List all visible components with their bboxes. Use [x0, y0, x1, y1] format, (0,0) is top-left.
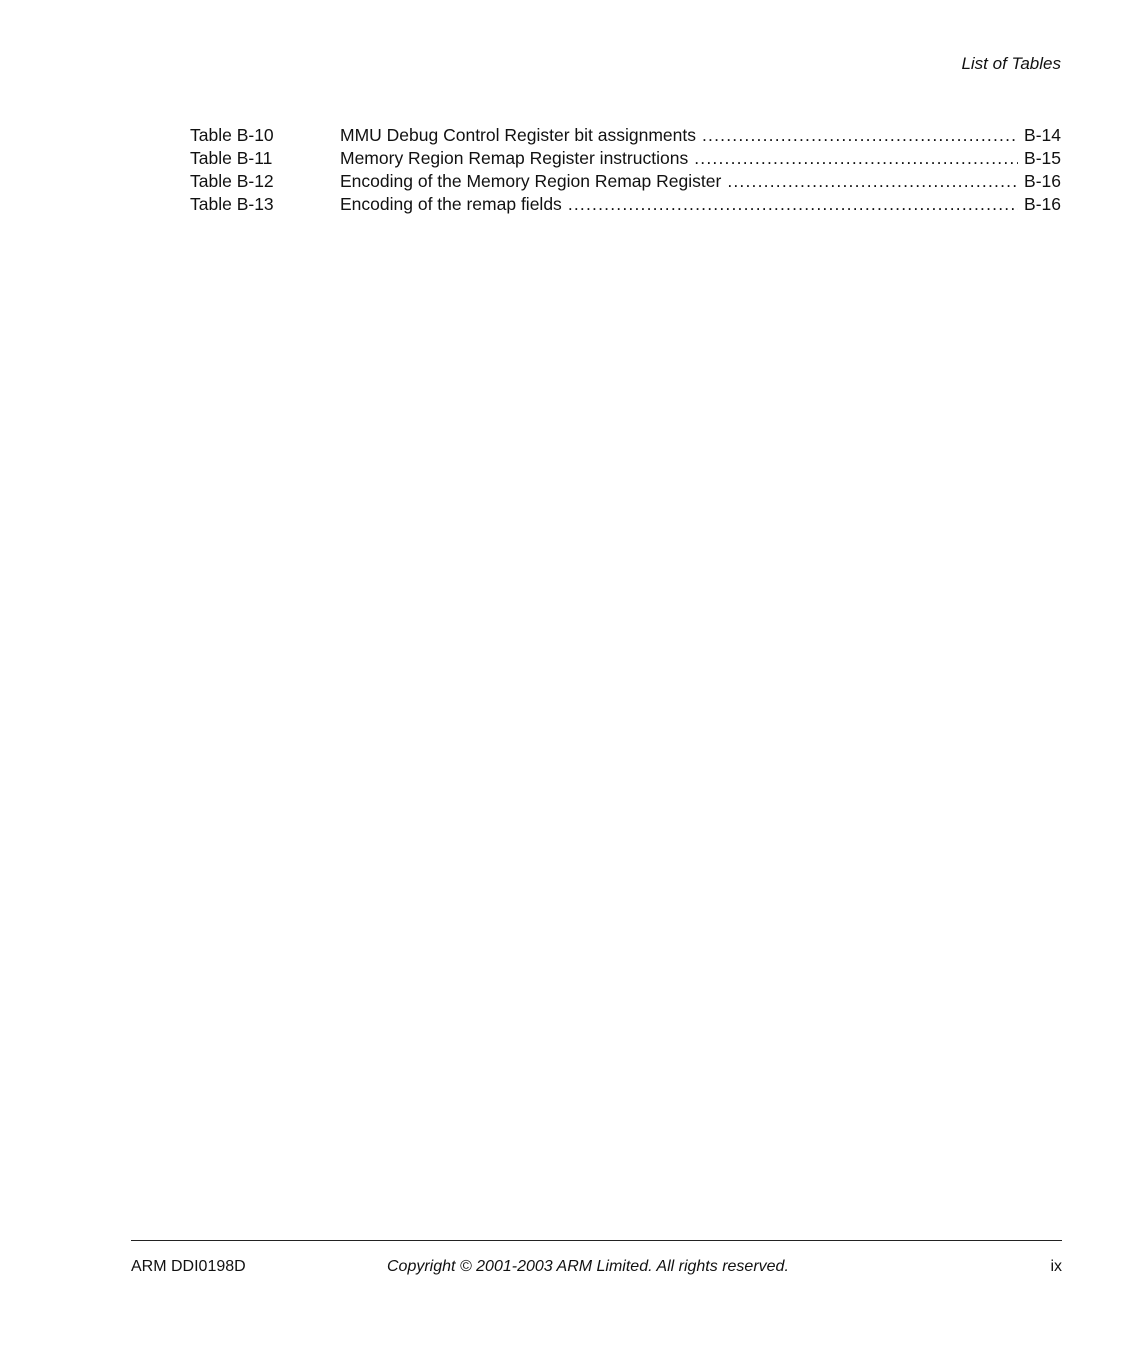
toc-entry-page: B-16 — [1024, 171, 1061, 191]
list-of-tables — [190, 124, 1061, 216]
toc-entry[interactable] — [190, 124, 1061, 147]
toc-entry-title-area — [340, 124, 1018, 147]
toc-entry-number: Table B-13 — [190, 194, 274, 214]
toc-entry-page: B-16 — [1024, 194, 1061, 214]
footer-page-number: ix — [1050, 1258, 1062, 1275]
toc-entry-number: Table B-12 — [190, 171, 274, 191]
toc-entry-title: Memory Region Remap Register instructions — [340, 147, 694, 170]
toc-entry-title-area — [340, 170, 1018, 193]
toc-entry[interactable] — [190, 147, 1061, 170]
toc-entry-title: Encoding of the remap fields — [340, 193, 568, 216]
toc-entry-title-area — [340, 193, 1018, 216]
toc-entry[interactable] — [190, 193, 1061, 216]
toc-entry-page: B-14 — [1024, 125, 1061, 145]
footer-document-id: ARM DDI0198D — [131, 1258, 246, 1275]
toc-dot-leader — [727, 170, 1018, 193]
toc-dot-leader — [568, 193, 1018, 216]
toc-dot-leader — [702, 124, 1018, 147]
toc-entry-number: Table B-11 — [190, 148, 273, 168]
footer-copyright: Copyright © 2001-2003 ARM Limited. All rights reserved. — [387, 1258, 789, 1275]
running-header-title: List of Tables — [961, 54, 1061, 73]
toc-entry-page: B-15 — [1024, 148, 1061, 168]
page-footer — [131, 1256, 1062, 1278]
toc-entry-title-area — [340, 147, 1018, 170]
toc-dot-leader — [694, 147, 1018, 170]
toc-entry-number: Table B-10 — [190, 125, 274, 145]
toc-entry-title: Encoding of the Memory Region Remap Register — [340, 170, 727, 193]
toc-entry-title: MMU Debug Control Register bit assignments — [340, 124, 702, 147]
footer-divider — [131, 1240, 1062, 1241]
toc-entry[interactable] — [190, 170, 1061, 193]
